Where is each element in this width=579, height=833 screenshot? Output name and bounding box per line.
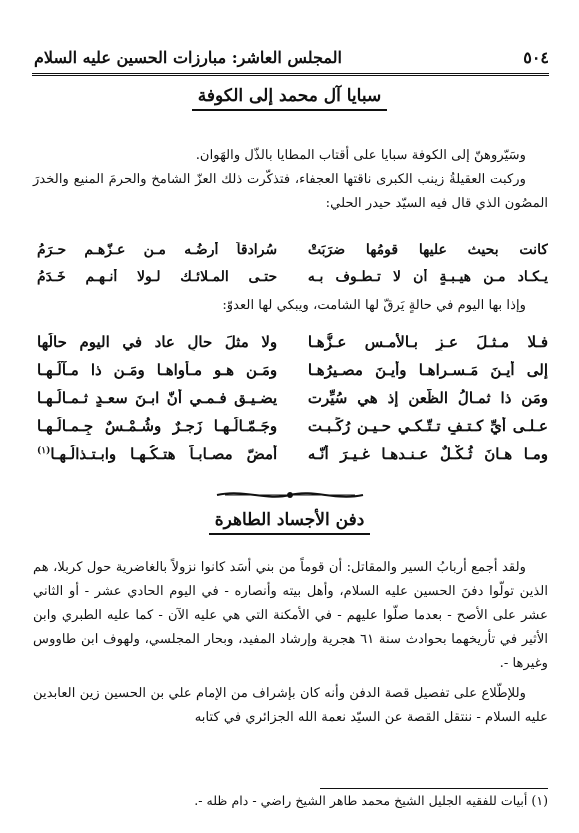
footnote-rule xyxy=(320,788,548,789)
page-header xyxy=(34,44,549,70)
ornament-graphic xyxy=(215,489,365,501)
section-title-burial: دفن الأجساد الطاهرة xyxy=(0,510,579,535)
section2-text xyxy=(33,556,548,730)
section1-text-2 xyxy=(33,294,548,318)
paragraph: ولقد أجمع أربابُ السير والمقاتل: أن قوماً من بني أسَد كانوا نزولاً بالغاضرية حول كربلا، هم الذين تولّوا دفنَ الحسين عليه السلام، وأهل بيته وأنصاره - في اليوم الحادي عشر - أو الثاني عشر على الأصح - بعدما صلّوا عليهم - في الأمكنة التي هي عليه الآن - كما عليه الطبري وابن الأثير في تأريخهما بحوادث سنة ٦١ هجرية وإرشاد المفيد، وبحار المجلسي، ولهوف ابن طاووس وغيرها -. xyxy=(33,560,549,671)
page-number: ٥٠٤ xyxy=(523,47,549,67)
verse-line xyxy=(37,263,548,290)
verse-line xyxy=(37,412,548,440)
paragraph: وركبت العقيلةُ زينب الكبرى ناقتها العجفاء، فتذكّرت ذلك العزّ الشامخ والحرمَ المنيع والخدرَ المصُون الذي قال فيه السيّد حيدر الحلي: xyxy=(33,172,548,211)
poem-second xyxy=(37,328,548,468)
verse-hemistich-first: ومـا هـانَ ثُـكْـلٌ عـنـدهـا غـيـرَ أنّـه xyxy=(307,445,548,463)
verse-line xyxy=(37,356,548,384)
verse-hemistich-first: عـلـى أيِّ كـتـفٍ تـتّـكـي حـيـن رُكِّـبـت xyxy=(307,417,548,435)
verse-line xyxy=(37,440,548,468)
poem-haidar-hilli xyxy=(37,236,548,290)
paragraph: وسَيّروهنّ إلى الكوفة سبايا على أقتاب المطايا بالذّل والهَوان. xyxy=(195,148,526,163)
verse-hemistich-second: وجَـمّـالُـهـا زَجـرٌ وشُـمْـسٌ جِـمـالُـهـا xyxy=(37,417,278,435)
section-divider-ornament xyxy=(0,486,579,505)
section1-text xyxy=(33,144,548,216)
verse-hemistich-second: سُرادقاً أرضُـه مـن عـزّهـم حـرَمُ xyxy=(37,241,278,258)
paragraph: وإذا بها اليوم في حالةٍ يَرقّ لها الشامت، ويبكي لها العدوّ: xyxy=(222,298,526,313)
verse-hemistich-second: ولا مثلَ حالٍ عاد في اليوم حالُها xyxy=(37,333,278,351)
verse-hemistich-first: فـلا مـثـلَ عـزٍ بـالأمـسِ عـزُّهـا xyxy=(307,333,548,351)
verse-hemistich-second: حتـى المـلائـك لـولا أنـهـم خَـدَمُ xyxy=(37,268,278,285)
footnote: (١) أبيات للفقيه الجليل الشيخ محمد طاهر الشيخ راضي - دام ظله -. xyxy=(194,793,548,808)
verse-line xyxy=(37,236,548,263)
verse-hemistich-first: ومَن ذا ثمـالُ الظّعن إذ هي سُيِّرت xyxy=(307,389,548,407)
verse-hemistich-first: يـكـاد مـن هيـبـةٍ أن لا تـطـوف بـه xyxy=(307,268,548,285)
section-title-sabaya: سبايا آل محمد إلى الكوفة xyxy=(0,86,579,111)
paragraph: وللإطّلاع على تفصيل قصة الدفن وأنه كان بإشراف من الإمام علي بن الحسين زين العابدين عليه السلام - ننتقل القصة عن السيّد نعمة الله الجزائري في كتابه xyxy=(33,686,548,725)
verse-hemistich-second: أمضّ مصـابـاً هتـكُـهـا وابـتـذالُـهـا$^{(١)}$ xyxy=(37,445,278,463)
verse-hemistich-first: كانت بحيث عليها قومُها ضرَبَتْ xyxy=(307,241,548,258)
verse-hemistich-second: يضـيـق فـمـي أنّ ابـنَ سعـدٍ ثـمـالُـهـا xyxy=(37,389,278,407)
header-rule xyxy=(32,73,549,76)
verse-line xyxy=(37,384,548,412)
running-title: المجلس العاشر: مبارزات الحسين عليه السلام xyxy=(34,47,342,67)
footnote-marker: (١) xyxy=(37,446,51,456)
verse-hemistich-second: ومَـن هـو مـأواهـا ومَـن ذا مـآلُـهـا xyxy=(37,361,278,379)
verse-line xyxy=(37,328,548,356)
verse-hemistich-first: إلى أيـنَ مَـسـراهـا وأيـنَ مصـيرُهـا xyxy=(307,361,548,379)
